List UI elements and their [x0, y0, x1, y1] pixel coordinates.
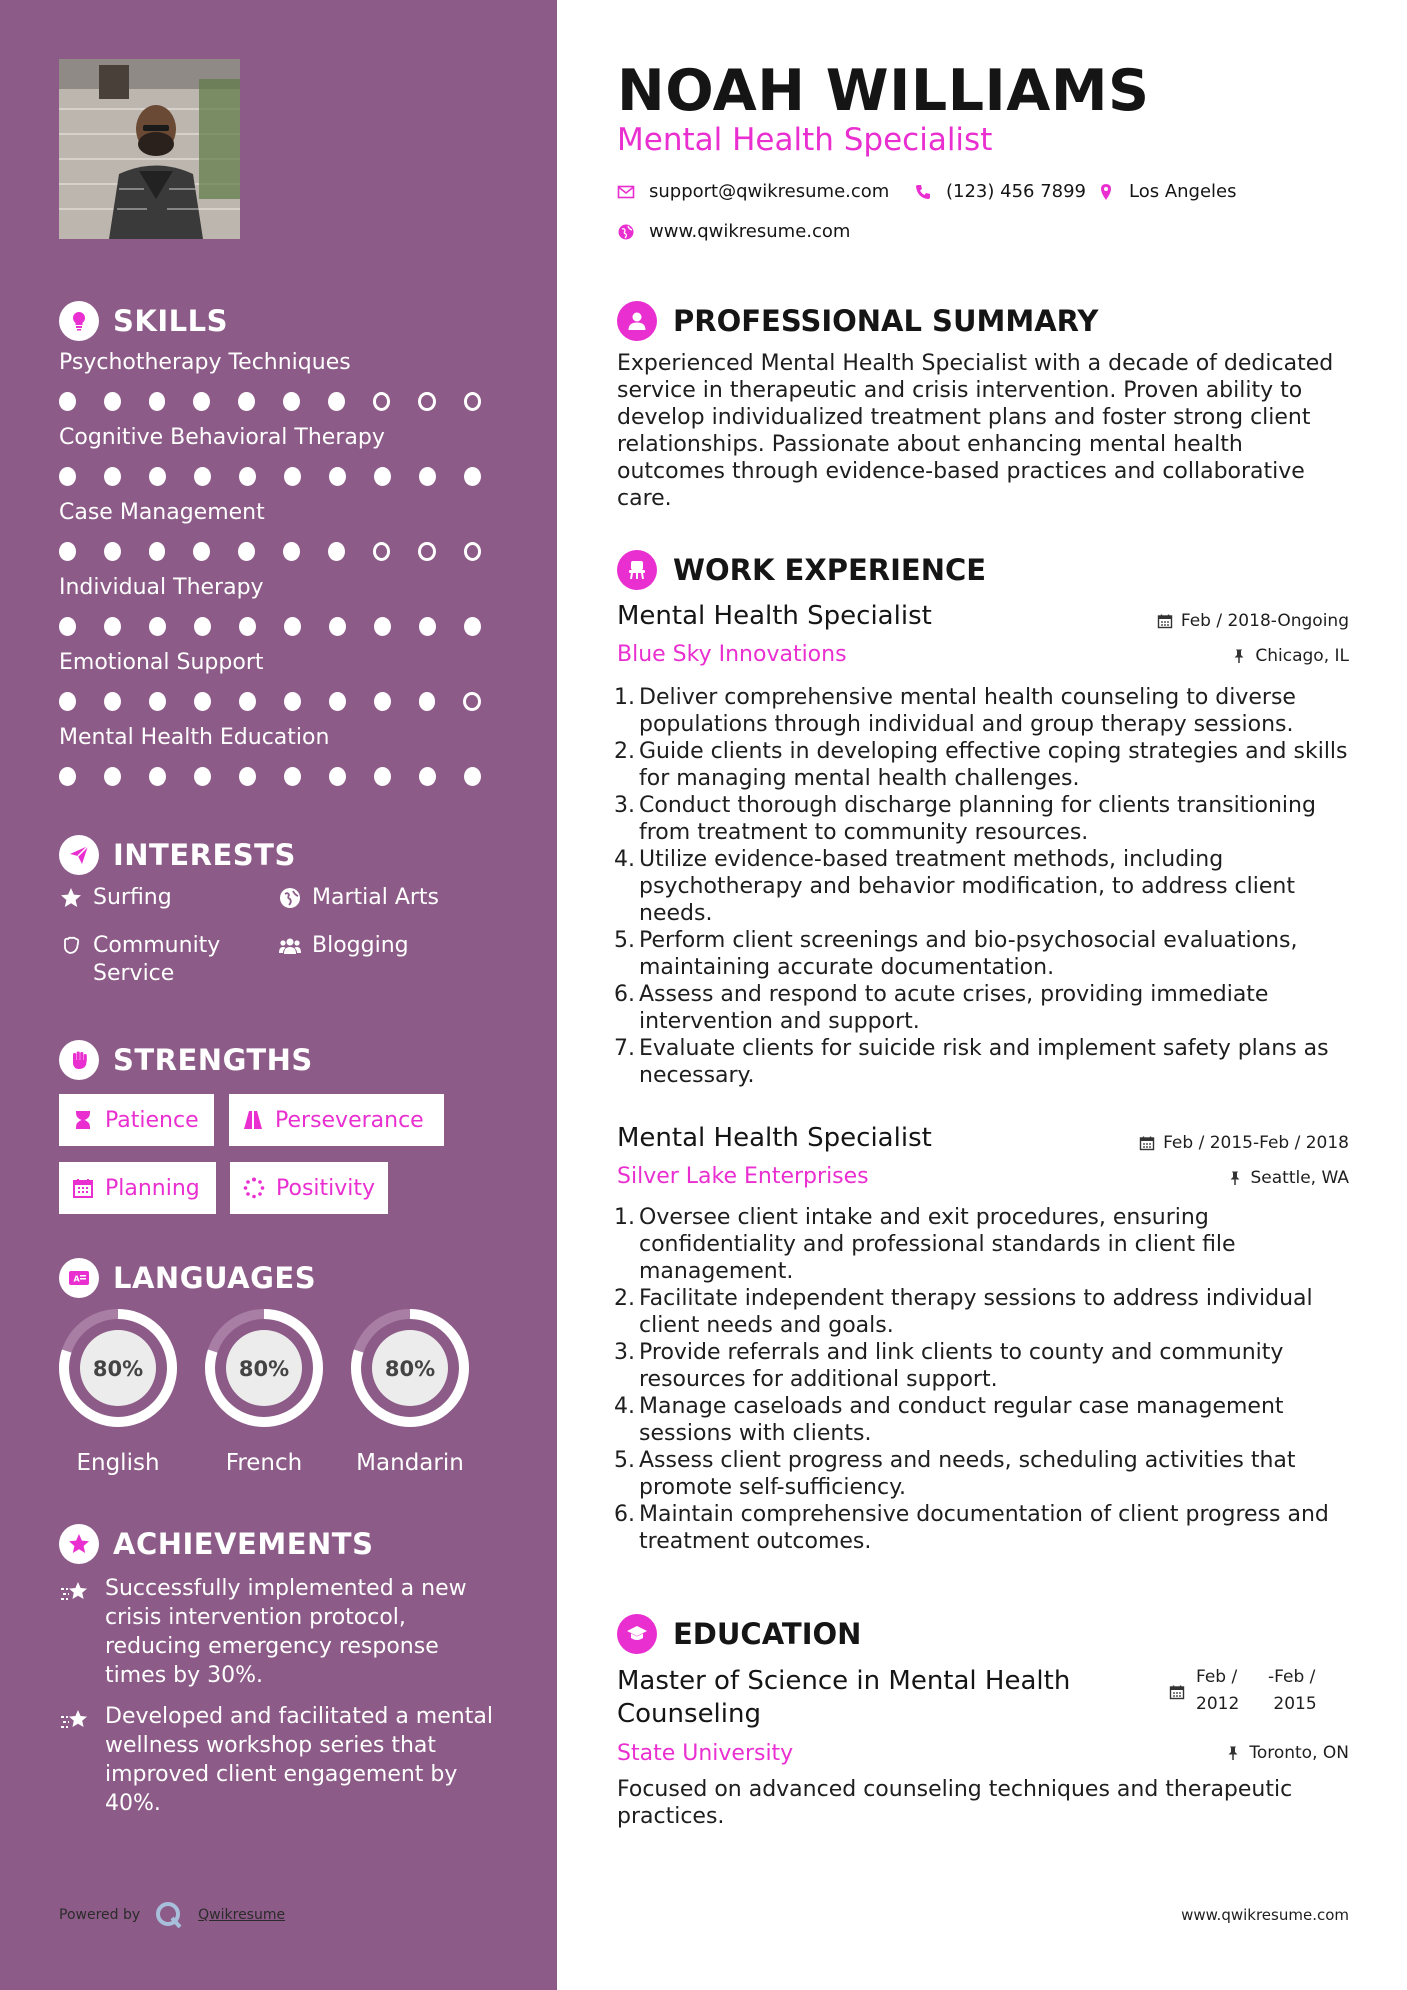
- calendar-icon: [1139, 1135, 1155, 1151]
- company-name: Silver Lake Enterprises: [617, 1164, 869, 1189]
- rating-dot: [464, 467, 481, 486]
- responsibility-item: [613, 981, 1353, 1035]
- rating-dot: [59, 467, 76, 486]
- rating-dot: [104, 617, 121, 636]
- bullet-number: 6.: [614, 1502, 635, 1527]
- skill-name: Cognitive Behavioral Therapy: [59, 425, 385, 450]
- responsibility-item: [613, 792, 1353, 846]
- svg-text:A: A: [73, 1274, 80, 1284]
- bullet-number: 5.: [614, 1448, 635, 1473]
- experience-heading: [617, 550, 986, 590]
- rating-dot: [418, 392, 435, 411]
- education-end-date: -Feb / 2015: [1268, 1667, 1317, 1714]
- candidate-role: Mental Health Specialist: [617, 122, 993, 158]
- profile-photo: [59, 59, 240, 239]
- rating-dot: [284, 617, 301, 636]
- school-name: State University: [617, 1741, 794, 1766]
- skill-name: Psychotherapy Techniques: [59, 350, 351, 375]
- rating-dot: [419, 617, 436, 636]
- pushpin-icon: [1231, 648, 1247, 664]
- language-percent: 80%: [384, 1357, 436, 1381]
- skill-item: [59, 575, 509, 636]
- footer-url[interactable]: www.qwikresume.com: [1181, 1906, 1349, 1924]
- hand-icon: [59, 934, 83, 958]
- skill-item: [59, 725, 509, 786]
- language-ring: [202, 1306, 326, 1430]
- experience-title: WORK EXPERIENCE: [673, 553, 987, 587]
- skill-rating: [59, 767, 509, 786]
- job-date-text: Feb / 2018-Ongoing: [1180, 611, 1349, 631]
- spinner-icon: [242, 1176, 266, 1200]
- interests-heading: [59, 835, 296, 875]
- phone-icon: [914, 183, 932, 201]
- responsibility-text: Utilize evidence-based treatment methods, including psychotherapy and behavior modification, to address client needs.: [639, 847, 1295, 926]
- responsibility-text: Assess and respond to acute crises, providing immediate intervention and support.: [639, 982, 1269, 1034]
- summary-title: PROFESSIONAL SUMMARY: [673, 304, 1099, 338]
- qwikresume-logo-icon: [154, 1900, 184, 1930]
- bullet-number: 1.: [614, 1205, 635, 1230]
- degree-title: Master of Science in Mental Health Counseling: [617, 1666, 1071, 1729]
- brand-link[interactable]: Qwikresume: [198, 1907, 286, 1923]
- skills-heading: [59, 301, 228, 341]
- user-icon: [617, 301, 657, 341]
- interest-label: Community Service: [93, 933, 221, 986]
- bullet-number: 3.: [614, 1340, 635, 1365]
- globe-icon: [278, 886, 302, 910]
- rating-dot: [284, 692, 301, 711]
- calendar-icon: [71, 1176, 95, 1200]
- chair-icon: [617, 550, 657, 590]
- rating-dot: [464, 617, 481, 636]
- contact-location: [1097, 181, 1237, 202]
- rating-dot: [284, 767, 301, 786]
- star-icon: [59, 886, 83, 910]
- job-date: [1139, 1133, 1349, 1153]
- rating-dot: [328, 542, 345, 561]
- language-ring: [56, 1306, 180, 1430]
- skill-item: [59, 350, 509, 411]
- star-badge-icon: [59, 1524, 99, 1564]
- rating-dot: [59, 542, 76, 561]
- skill-name: Emotional Support: [59, 650, 264, 675]
- rating-dot: [194, 617, 211, 636]
- summary-text: Experienced Mental Health Specialist with a decade of dedicated service in therapeutic and crisis intervention. Proven ability to develop individualized treatment plans and foster strong client relationships. Passionate about enhancing mental health outcomes through evidence-based practices and collaborative care.: [617, 351, 1334, 511]
- rating-dot: [194, 692, 211, 711]
- strength-label: Perseverance: [275, 1107, 424, 1133]
- rating-dot: [239, 767, 256, 786]
- rating-dot: [238, 542, 255, 561]
- job-location: [1231, 646, 1349, 666]
- powered-by-label: Powered by: [59, 1907, 141, 1923]
- strength-chip: [229, 1094, 444, 1146]
- summary-heading: [617, 301, 1098, 341]
- rating-dot: [373, 542, 390, 561]
- bullet-number: 4.: [614, 847, 635, 872]
- job-date: [1157, 611, 1349, 631]
- pushpin-icon: [1227, 1170, 1243, 1186]
- responsibility-item: [613, 1204, 1353, 1285]
- interest-label: Surfing: [93, 885, 172, 910]
- rating-dot: [59, 392, 76, 411]
- rating-dot: [239, 692, 256, 711]
- responsibility-text: Provide referrals and link clients to county and community resources for additional support.: [639, 1340, 1284, 1392]
- job-responsibilities: [613, 1204, 1353, 1555]
- education-heading: [617, 1614, 861, 1654]
- rating-dot: [193, 392, 210, 411]
- achievements-title: ACHIEVEMENTS: [113, 1527, 374, 1561]
- responsibility-item: [613, 684, 1353, 738]
- responsibility-text: Guide clients in developing effective coping strategies and skills for managing mental health challenges.: [639, 739, 1348, 791]
- language-name: English: [76, 1450, 160, 1476]
- responsibility-item: [613, 1285, 1353, 1339]
- language-icon: [59, 1258, 99, 1298]
- powered-by: [59, 1900, 285, 1930]
- skill-item: [59, 425, 509, 486]
- language-name: Mandarin: [356, 1450, 464, 1476]
- skill-rating: [59, 692, 509, 711]
- bullet-number: 5.: [614, 928, 635, 953]
- bullet-number: 6.: [614, 982, 635, 1007]
- skill-rating: [59, 542, 509, 561]
- rating-dot: [149, 392, 166, 411]
- strengths-title: STRENGTHS: [113, 1043, 313, 1077]
- education-location-text: Toronto, ON: [1249, 1743, 1349, 1763]
- language-percent: 80%: [92, 1357, 144, 1381]
- graduation-icon: [617, 1614, 657, 1654]
- strength-label: Positivity: [276, 1175, 376, 1201]
- responsibility-text: Maintain comprehensive documentation of client progress and treatment outcomes.: [639, 1502, 1329, 1554]
- strength-chip: [59, 1094, 214, 1146]
- rating-dot: [149, 692, 166, 711]
- achievement-item: [59, 1702, 499, 1818]
- calendar-icon: [1169, 1684, 1185, 1700]
- skill-rating: [59, 617, 509, 636]
- skill-name: Mental Health Education: [59, 725, 330, 750]
- education-description: Focused on advanced counseling techniques and therapeutic practices.: [617, 1777, 1293, 1829]
- language-item: [202, 1306, 326, 1476]
- strengths-heading: [59, 1040, 313, 1080]
- job-responsibilities: [613, 684, 1353, 1089]
- language-item: [56, 1306, 180, 1476]
- envelope-icon: [617, 183, 635, 201]
- rating-dot: [373, 392, 390, 411]
- education-title: EDUCATION: [673, 1617, 862, 1651]
- rating-dot: [149, 617, 166, 636]
- rating-dot: [374, 617, 391, 636]
- skill-item: [59, 500, 509, 561]
- responsibility-text: Assess client progress and needs, scheduling activities that promote self-sufficiency.: [639, 1448, 1296, 1500]
- globe-icon: [617, 223, 635, 241]
- languages-heading: [59, 1258, 316, 1298]
- company-name: Blue Sky Innovations: [617, 642, 847, 667]
- responsibility-item: [613, 1501, 1353, 1555]
- responsibility-item: [613, 1447, 1353, 1501]
- rating-dot: [283, 542, 300, 561]
- rating-dot: [283, 392, 300, 411]
- responsibility-text: Facilitate independent therapy sessions to address individual client needs and goals.: [639, 1286, 1313, 1338]
- interest-item: [59, 932, 220, 988]
- bullet-number: 3.: [614, 793, 635, 818]
- rating-dot: [329, 692, 346, 711]
- rating-dot: [329, 617, 346, 636]
- skill-rating: [59, 467, 509, 486]
- map-pin-icon: [1097, 183, 1115, 201]
- responsibility-item: [613, 1339, 1353, 1393]
- responsibility-item: [613, 1035, 1353, 1089]
- skill-item: [59, 650, 509, 711]
- interest-label: Martial Arts: [312, 885, 440, 910]
- pushpin-icon: [1225, 1745, 1241, 1761]
- achievement-text: Successfully implemented a new crisis intervention protocol, reducing emergency response times by 30%.: [105, 1576, 467, 1688]
- language-ring: [348, 1306, 472, 1430]
- rating-dot: [374, 692, 391, 711]
- bullet-number: 4.: [614, 1394, 635, 1419]
- bullet-number: 2.: [614, 1286, 635, 1311]
- rating-dot: [104, 467, 121, 486]
- achievement-text: Developed and facilitated a mental wellness workshop series that improved client engagement by 40%.: [105, 1704, 493, 1816]
- interests-title: INTERESTS: [113, 838, 296, 872]
- strength-label: Patience: [105, 1107, 199, 1133]
- sidebar: [0, 0, 557, 1990]
- contact-email[interactable]: [617, 181, 889, 202]
- rating-dot: [419, 692, 436, 711]
- responsibility-text: Evaluate clients for suicide risk and implement safety plans as necessary.: [639, 1036, 1329, 1088]
- responsibility-text: Perform client screenings and bio-psychosocial evaluations, maintaining accurate documentation.: [639, 928, 1298, 980]
- skill-name: Individual Therapy: [59, 575, 264, 600]
- strength-chip: [230, 1162, 388, 1214]
- rating-dot: [419, 467, 436, 486]
- location-text: Los Angeles: [1129, 181, 1237, 202]
- responsibility-item: [613, 927, 1353, 981]
- responsibility-item: [613, 846, 1353, 927]
- achievements-heading: [59, 1524, 373, 1564]
- interest-item: [278, 884, 439, 912]
- rating-dot: [374, 467, 391, 486]
- bullet-number: 1.: [614, 685, 635, 710]
- rating-dot: [328, 392, 345, 411]
- rating-dot: [104, 692, 121, 711]
- paper-plane-icon: [59, 835, 99, 875]
- rating-dot: [104, 542, 121, 561]
- skill-name: Case Management: [59, 500, 265, 525]
- rating-dot: [239, 617, 256, 636]
- strength-chip: [59, 1162, 216, 1214]
- rating-dot: [149, 767, 166, 786]
- rating-dot: [374, 767, 391, 786]
- rating-dot: [329, 467, 346, 486]
- lightbulb-icon: [59, 301, 99, 341]
- rating-dot: [104, 392, 121, 411]
- rating-dot: [59, 767, 76, 786]
- job-title: Mental Health Specialist: [617, 1123, 932, 1153]
- education-start-date: Feb / 2012: [1196, 1667, 1240, 1714]
- responsibility-text: Oversee client intake and exit procedures, ensuring confidentiality and professional standards in client file management.: [639, 1205, 1236, 1284]
- email-text: support@qwikresume.com: [649, 181, 890, 202]
- rating-dot: [464, 767, 481, 786]
- job-title: Mental Health Specialist: [617, 601, 932, 631]
- rating-dot: [193, 542, 210, 561]
- rating-dot: [59, 692, 76, 711]
- education-location: [1225, 1743, 1349, 1763]
- shooting-star-icon: [59, 1576, 91, 1608]
- rating-dot: [238, 392, 255, 411]
- candidate-name: NOAH WILLIAMS: [617, 58, 1150, 124]
- hourglass-icon: [71, 1108, 95, 1132]
- job-location-text: Chicago, IL: [1255, 646, 1349, 666]
- job-location-text: Seattle, WA: [1250, 1168, 1349, 1188]
- language-name: French: [225, 1450, 303, 1476]
- skills-title: SKILLS: [113, 304, 228, 338]
- rating-dot: [329, 767, 346, 786]
- phone-text: (123) 456 7899: [946, 181, 1087, 202]
- bullet-number: 7.: [614, 1036, 635, 1061]
- languages-title: LANGUAGES: [113, 1261, 317, 1295]
- rating-dot: [194, 467, 211, 486]
- rating-dot: [418, 542, 435, 561]
- rating-dot: [104, 767, 121, 786]
- users-icon: [278, 934, 302, 958]
- responsibility-text: Manage caseloads and conduct regular case management sessions with clients.: [639, 1394, 1284, 1446]
- fist-icon: [59, 1040, 99, 1080]
- road-icon: [241, 1108, 265, 1132]
- interest-label: Blogging: [312, 933, 409, 958]
- contact-website[interactable]: [617, 221, 850, 242]
- job-date-text: Feb / 2015-Feb / 2018: [1163, 1133, 1349, 1153]
- language-percent: 80%: [238, 1357, 290, 1381]
- skill-rating: [59, 392, 509, 411]
- strength-label: Planning: [105, 1175, 200, 1201]
- rating-dot: [149, 542, 166, 561]
- responsibility-item: [613, 1393, 1353, 1447]
- bullet-number: 2.: [614, 739, 635, 764]
- rating-dot: [419, 767, 436, 786]
- responsibility-text: Deliver comprehensive mental health counseling to diverse populations through individual and group therapy sessions.: [639, 685, 1296, 737]
- rating-dot: [463, 692, 481, 711]
- contact-phone[interactable]: [914, 181, 1086, 202]
- website-text: www.qwikresume.com: [649, 221, 851, 242]
- shooting-star-icon: [59, 1704, 91, 1736]
- interest-item: [59, 884, 172, 912]
- rating-dot: [194, 767, 211, 786]
- rating-dot: [284, 467, 301, 486]
- job-location: [1227, 1168, 1350, 1188]
- responsibility-text: Conduct thorough discharge planning for clients transitioning from treatment to community resources.: [639, 793, 1316, 845]
- rating-dot: [239, 467, 256, 486]
- language-item: [348, 1306, 472, 1476]
- rating-dot: [149, 467, 166, 486]
- rating-dot: [464, 392, 481, 411]
- rating-dot: [464, 542, 481, 561]
- interest-item: [278, 932, 409, 960]
- responsibility-item: [613, 738, 1353, 792]
- calendar-icon: [1157, 613, 1173, 629]
- achievement-item: [59, 1574, 499, 1690]
- rating-dot: [59, 617, 76, 636]
